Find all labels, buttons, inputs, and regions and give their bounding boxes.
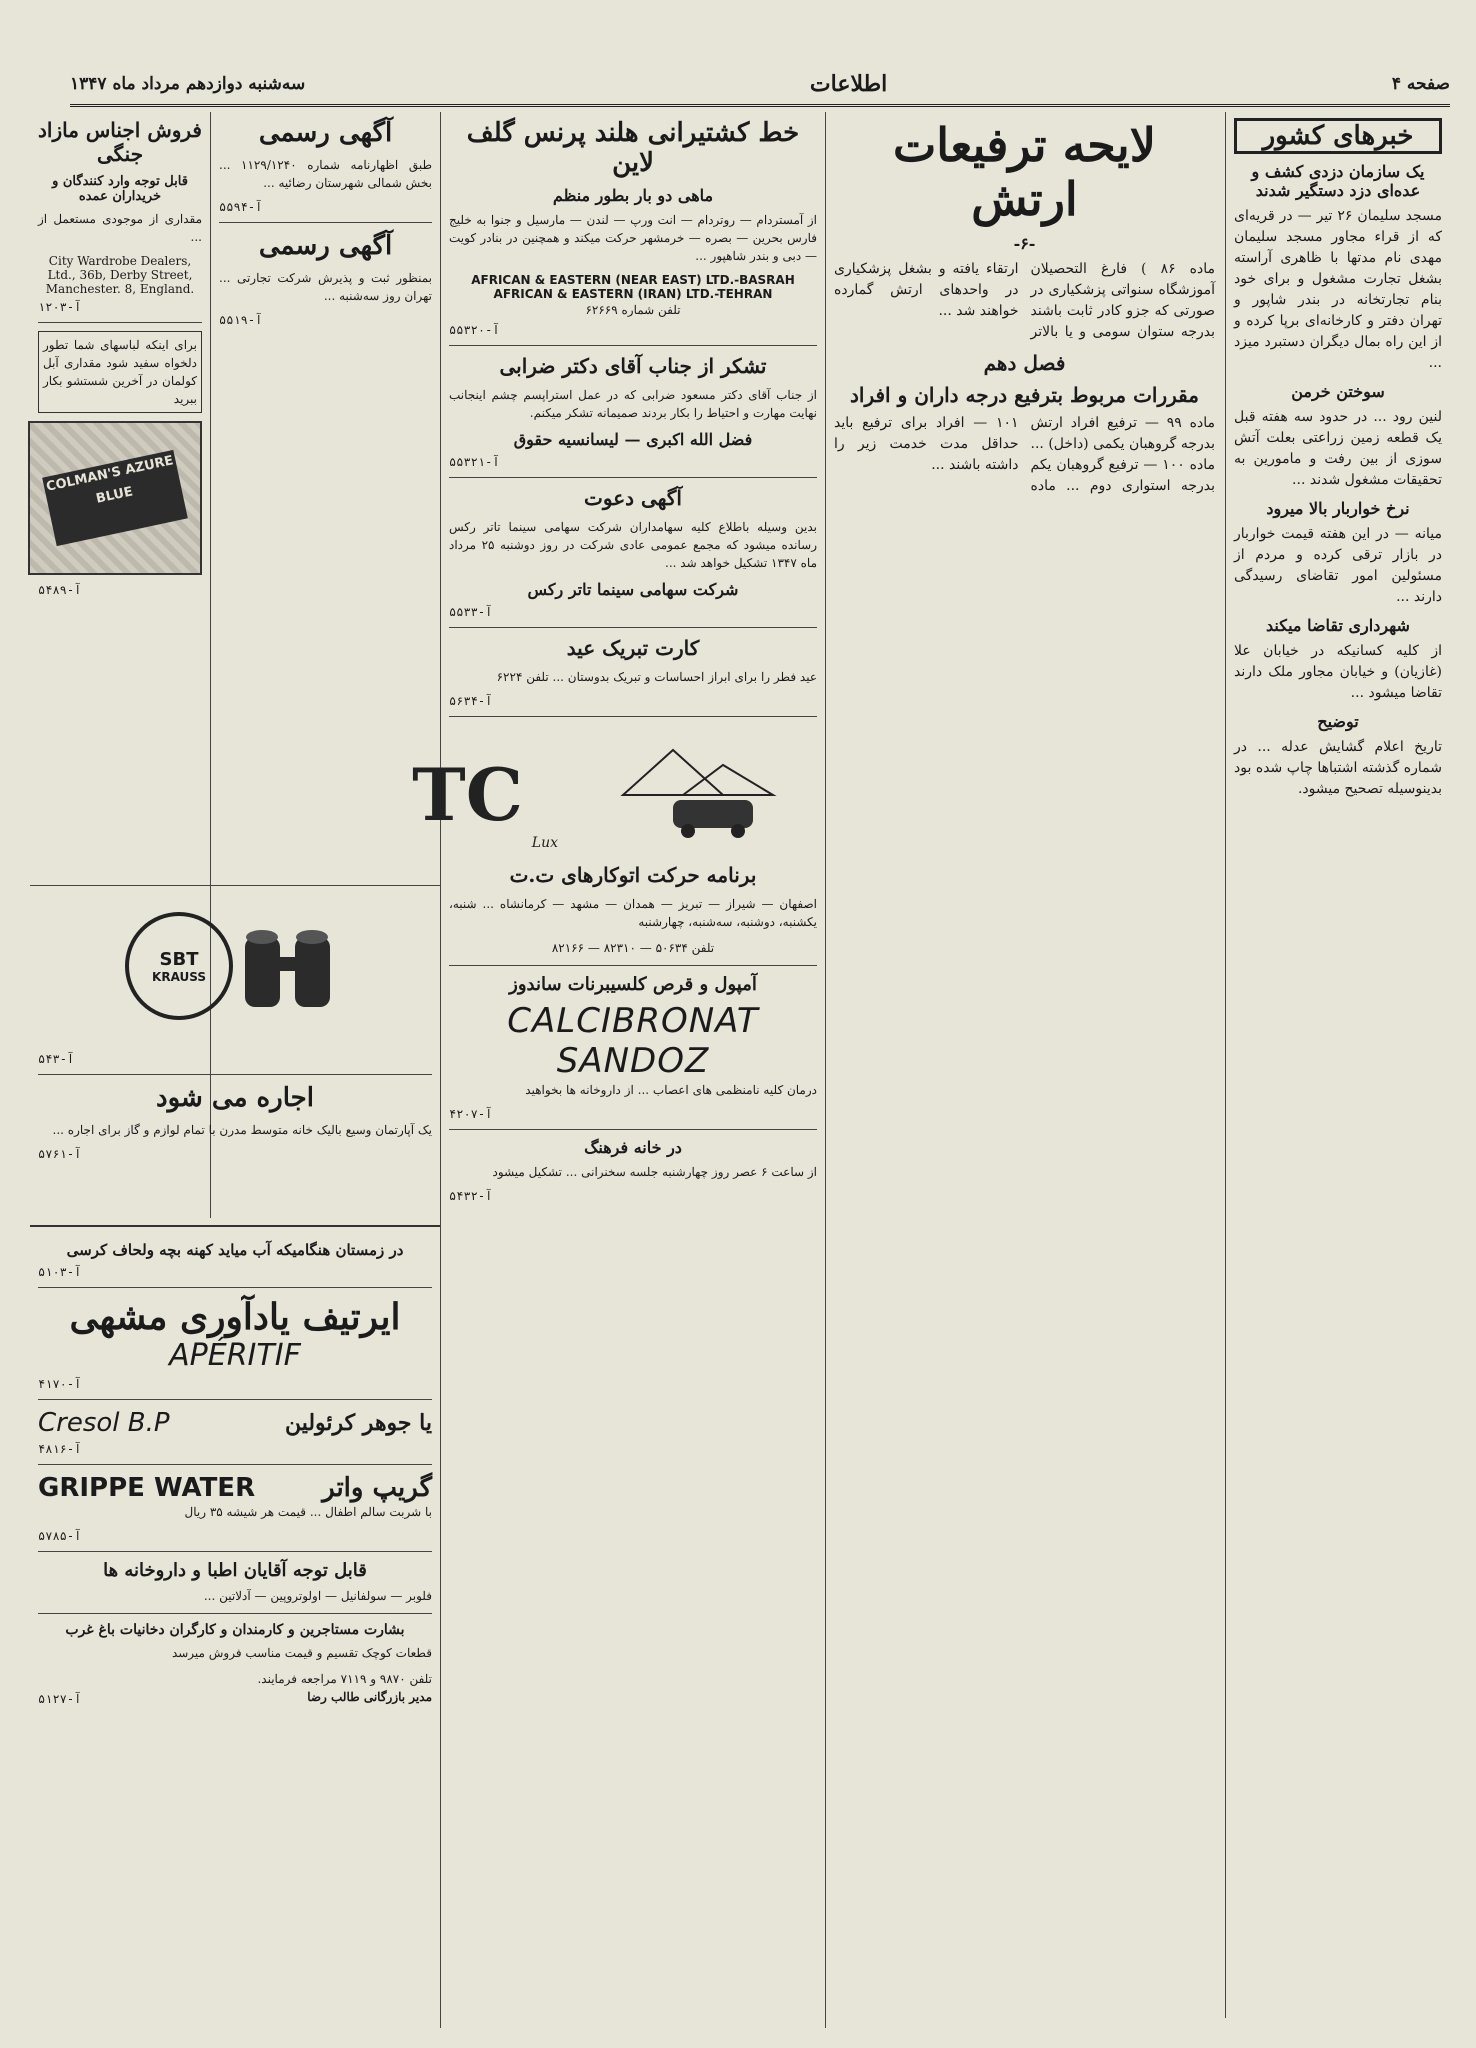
shipping-ad-sub: ماهی دو بار بطور منظم — [552, 186, 714, 205]
cresol-fa: یا جوهر کرئولین — [284, 1410, 432, 1436]
army-bill-chapter-title: مقررات مربوط بترفیع درجه داران و افراد — [850, 383, 1199, 407]
official-ad-2-text: بمنظور ثبت و پذیرش شرکت تجارتی ... تهران روز سه‌شنبه ... — [219, 271, 432, 303]
grippe-row — [38, 1473, 432, 1503]
cresol-row — [38, 1408, 432, 1438]
separator — [449, 477, 817, 478]
column-news — [1225, 112, 1450, 2018]
separator — [449, 1129, 817, 1130]
news-text-2: لنین رود ... در حدود سه هفته قبل یک قطعه زمین زراعتی بعلت آتش سوزی از بین رفت و مامورین به تحقیقات مشغول شدند ... — [1234, 409, 1442, 488]
thanks-text: از جناب آقای دکتر مسعود ضرابی که در عمل استراپسم چشم اینجانب نهایت مهارت و احتیاط را بکار بردند صمیمانه تشکر میکنم. — [449, 388, 817, 420]
eid-card-heading: کارت تبریک عید — [566, 636, 700, 660]
official-ad-1-heading: آگهی رسمی — [258, 118, 393, 148]
thanks-code: آ-۵۵۳۲۱ — [449, 455, 500, 469]
aperitif-latin: APÉRITIF — [169, 1338, 301, 1373]
grippe-latin: GRIPPE WATER — [38, 1473, 256, 1503]
sbt-code: آ-۵۴۳ — [38, 1052, 75, 1066]
aperitif-code: آ-۴۱۷۰ — [38, 1377, 82, 1391]
grippe-code: آ-۵۷۸۵ — [38, 1529, 82, 1543]
colmans-code: آ-۵۴۸۹ — [38, 583, 82, 597]
masthead — [70, 64, 1450, 107]
army-bill-part: -۶- — [1013, 234, 1036, 253]
invite-sign: شرکت سهامی سینما تاتر رکس — [527, 580, 739, 599]
labour-footer — [38, 1688, 432, 1706]
rent-heading: اجاره می شود — [156, 1083, 314, 1113]
eid-card-code: ۵۶۳۴-آ — [449, 694, 493, 708]
thanks-heading: تشکر از جناب آقای دکتر ضرابی — [499, 354, 767, 378]
separator — [38, 1551, 432, 1552]
tc-lux: Lux — [531, 835, 558, 851]
army-bill-chapter: فصل دهم — [983, 351, 1066, 375]
official-ad-2-code: آ-۵۵۱۹ — [219, 313, 263, 327]
tc-text: اصفهان — شیراز — تبریز — همدان — مشهد — کرمانشاه ... شنبه، یکشنبه، دوشنبه، سه‌شنبه، چهارشنبه — [449, 897, 817, 929]
surplus-sub: قابل توجه وارد کنندگان و خریداران عمده — [52, 174, 188, 204]
calci-latin: CALCIBRONAT SANDOZ — [507, 1001, 759, 1081]
shipping-ad-en-1: AFRICAN & EASTERN (NEAR EAST) LTD.-BASRAH — [471, 273, 795, 287]
sbt-mark: SBT — [159, 948, 199, 970]
news-text-1: مسجد سلیمان ۲۶ تیر — در قریه‌ای که از قراء مجاور مسجد سلیمان مهدی نام مدتها با ظاهری آراسته بشغل تجارت مشغول و برای خود بنام تجارتخانه در بندر شاپور و تهران دفتر و کارخانه‌ای برپا کرده و از این راه بمال دیگران دستبرد میزد ... — [1234, 208, 1442, 371]
official-ad-2-heading: آگهی رسمی — [258, 231, 393, 261]
binoculars-icon — [235, 917, 345, 1017]
cresol-latin: Cresol B.P — [38, 1408, 170, 1438]
shipping-ad-text: از آمستردام — روتردام — انت ورپ — لندن — مارسیل و جنوا به خلیج فارس بحرین — بصره — خرمشهر حرکت میکند و همچنین در بنادر کویت — دبی و بندر شاهپور ... — [449, 213, 817, 263]
news-sub-5: توضیح — [1317, 712, 1359, 731]
calci-heading: آمپول و قرص کلسیبرنات ساندوز — [509, 974, 757, 995]
separator — [38, 1074, 432, 1075]
krauss-mark: KRAUSS — [152, 969, 206, 984]
shipping-ad-heading: خط کشتیرانی هلند پرنس گلف لاین — [466, 118, 800, 178]
labour-code: آ-۵۱۲۷ — [38, 1692, 82, 1706]
sbt-badge — [125, 912, 233, 1020]
separator — [38, 1464, 432, 1465]
army-bill-text-1: ماده ۸۶ ) فارغ التحصیلان آموزشگاه سنواتی پزشکیاری در صورتی که جزو کادر ثابت باشند بدرجه ستوان سومی و یا بالاتر ارتقاء یافته و بشغل پزشکیاری در واحدهای ارتش گمارده خواهند شد ... — [834, 261, 1215, 340]
separator — [449, 965, 817, 966]
labour-phone: تلفن ۹۸۷۰ و ۷۱۱۹ مراجعه فرمایند. — [257, 1672, 432, 1686]
tc-logo — [412, 725, 783, 855]
news-text-5: تاریخ اعلام گشایش عدله ... در شماره گذشته اشتباها چاپ شده بود بدینوسیله تصحیح میشود. — [1234, 739, 1442, 797]
shipping-ad-phone: تلفن شماره ۶۲۶۶۹ — [585, 303, 681, 317]
colmans-package — [28, 421, 202, 575]
paper-name: اطلاعات — [809, 71, 888, 97]
separator — [449, 345, 817, 346]
news-sub-3: نرخ خواربار بالا میرود — [1266, 499, 1410, 518]
colmans-label: COLMAN'S AZURE BLUE — [42, 450, 188, 546]
news-sub-1: یک سازمان دزدی کشف و عده‌ای دزد دستگیر شدند — [1251, 162, 1425, 200]
doctors-text: فلوبر — سولفانیل — اولوتروپین — آدلاتین ... — [203, 1589, 432, 1603]
rent-text: یک آپارتمان وسیع بالیک خانه متوسط مدرن با تمام لوازم و گاز برای اجاره ... — [52, 1123, 432, 1137]
separator — [38, 1287, 432, 1288]
grippe-text: با شربت سالم اطفال ... قیمت هر شیشه ۳۵ ریال — [184, 1505, 432, 1519]
news-sub-4: شهرداری تقاضا میکند — [1266, 616, 1410, 635]
surplus-code: آ-۱۲۰۳ — [38, 300, 82, 314]
separator — [38, 1613, 432, 1614]
separator — [38, 1399, 432, 1400]
winter-code: آ-۵۱۰۳ — [38, 1265, 82, 1279]
issue-date: سه‌شنبه دوازدهم مرداد ماه ۱۳۴۷ — [70, 74, 306, 94]
invite-heading: آگهی دعوت — [584, 486, 682, 510]
thanks-sign: فضل الله اکبری — لیسانسیه حقوق — [513, 430, 753, 449]
aperitif-fa: ایرتیف یادآوری مشهی — [69, 1296, 401, 1338]
news-sub-2: سوختن خرمن — [1291, 382, 1385, 401]
separator — [449, 627, 817, 628]
army-bill-heading: لایحه ترفیعات ارتش — [893, 118, 1156, 226]
surplus-address: City Wardrobe Dealers, Ltd., 36b, Derby Street, Manchester. 8, England. — [45, 254, 195, 296]
doctors-heading: قابل توجه آقایان اطبا و داروخانه ها — [103, 1560, 367, 1581]
colmans-text: برای اینکه لباسهای شما تطور دلخواه سفید شود مقداری آبل کولمان در آخرین شستشو بکار ببرید — [38, 331, 202, 413]
separator — [449, 716, 817, 717]
invite-code: ۵۵۳۳-آ — [449, 605, 493, 619]
calci-text: درمان کلیه نامنظمی های اعصاب ... از داروخانه ها بخواهید — [525, 1083, 817, 1097]
official-ad-1-code: آ-۵۵۹۴ — [219, 200, 263, 214]
culture-heading: در خانه فرهنگ — [584, 1138, 682, 1157]
army-bill-text-2: ماده ۹۹ — ترفیع افراد ارتش بدرجه گروهبان یکمی (داخل) ... ماده ۱۰۰ — ترفیع گروهبان یکم بدرجه استواری دوم ... ماده ۱۰۱ — افراد برای ترفیع باید حداقل مدت خدمت زیر را داشته باشند ... — [834, 415, 1215, 494]
sbt-krauss-ad — [125, 902, 345, 1042]
column-ads-center — [412, 112, 825, 2028]
surplus-text: مقداری از موجودی مستعمل از ... — [38, 212, 202, 244]
winter-heading: در زمستان هنگامیکه آب میاید کهنه بچه ولحاف کرسی — [66, 1241, 404, 1259]
page-number: صفحه ۴ — [1391, 74, 1450, 94]
culture-text: از ساعت ۶ عصر روز چهارشنبه جلسه سخنرانی ... تشکیل میشود — [492, 1165, 817, 1179]
tc-brand: TC — [412, 752, 523, 837]
shipping-ad-en-2: AFRICAN & EASTERN (IRAN) LTD.-TEHRAN — [493, 287, 773, 301]
rent-code: آ-۵۷۶۱ — [38, 1147, 82, 1161]
tc-phone: تلفن ۵۰۶۳۴ — ۸۲۳۱۰ — ۸۲۱۶۶ — [551, 941, 715, 955]
labour-heading: بشارت مستاجرین و کارمندان و کارگران دخانیات باغ غرب — [65, 1622, 405, 1638]
cresol-code: آ-۴۸۱۶ — [38, 1442, 82, 1456]
tc-logo-graphic — [412, 725, 783, 855]
calci-code: ۴۲۰۷-آ — [449, 1107, 493, 1121]
tc-heading: برنامه حرکت اتوکارهای ت.ت — [509, 863, 757, 887]
labour-sign: مدیر بازرگانی طالب رضا — [307, 1690, 432, 1704]
official-ad-1-text: طبق اظهارنامه شماره ۱۱۲۹/۱۲۴۰ ... بخش شمالی شهرستان رضائیه ... — [219, 158, 433, 190]
surplus-heading: فروش اجناس مازاد جنگی — [38, 118, 202, 166]
column-army-bill — [825, 112, 1223, 2028]
separator — [219, 222, 432, 223]
grippe-fa: گریپ واتر — [322, 1473, 432, 1503]
labour-text: قطعات کوچک تقسیم و قیمت مناسب فروش میرسد — [171, 1646, 432, 1660]
separator — [38, 322, 202, 323]
eid-card-text: عید فطر را برای ابراز احساسات و تبریک بدوستان ... تلفن ۶۲۲۴ — [496, 670, 817, 684]
shipping-ad-code: آ-۵۵۳۲۰ — [449, 323, 500, 337]
news-heading: خبرهای کشور — [1234, 118, 1442, 154]
sbt-rent-block — [30, 885, 440, 1225]
news-text-4: از کلیه کسانیکه در خیابان علا (غازیان) و خیابان مجاور ملک دارند تقاضا میشود ... — [1234, 643, 1442, 701]
culture-code: ۵۴۳۲-آ — [449, 1189, 493, 1203]
bottom-left-ads — [30, 1225, 440, 2028]
news-text-3: میانه — در این هفته قیمت خواربار در بازار ترقی کرده و مردم از مسئولین امور تقاضای رسیدگی دارند ... — [1234, 526, 1442, 605]
invite-text: بدین وسیله باطلاع کلیه سهامداران شرکت سهامی سینما تاتر رکس رسانده میشود که مجمع عمومی عادی شرکت در روز دوشنبه ۲۵ مرداد ماه ۱۳۴۷ تشکیل خواهد شد ... — [449, 520, 817, 570]
